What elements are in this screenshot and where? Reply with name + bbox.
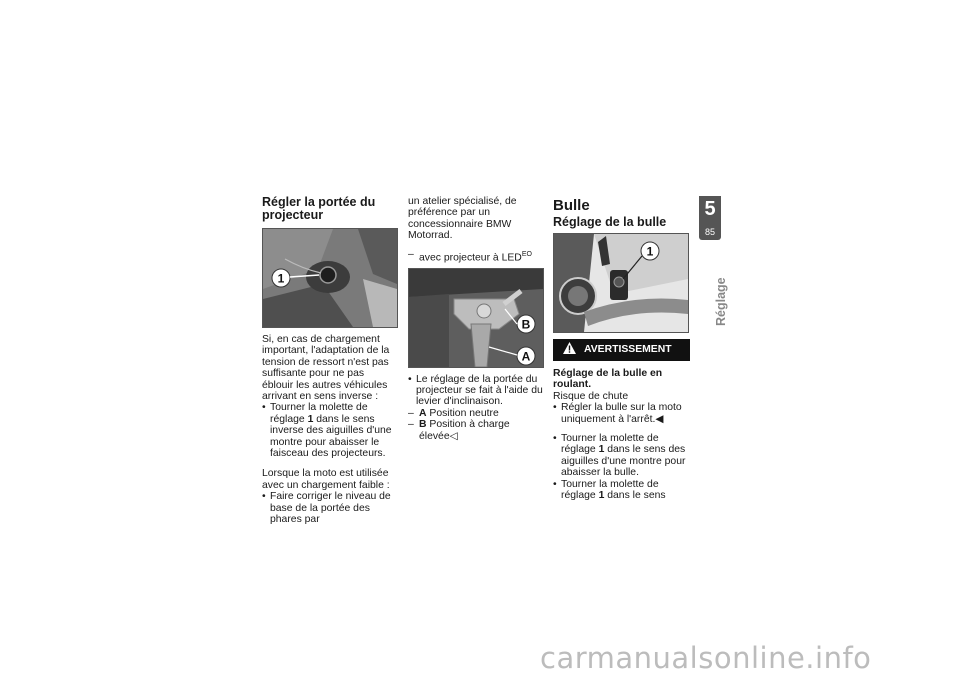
photo-callout-1: 1	[646, 244, 654, 259]
tilt-lever-illustration	[409, 269, 543, 367]
bullet-tilt-lever: • Le réglage de la portée du projecteur se fait à l'aide du levier d'inclinaison.	[408, 374, 544, 408]
headlight-range-heading: Régler la portée du projecteur	[262, 195, 376, 222]
warning-triangle-icon	[563, 342, 576, 357]
warning-risk: Risque de chute	[553, 390, 629, 402]
position-b-item: – B Position à charge élevée◁	[408, 419, 544, 442]
intro-paragraph: Si, en cas de chargement important, l'adaptation de la tension de ressort n'est pas suffisante pour ne pas éblouir les autres véhicules arrivant en sens inverse :	[262, 334, 390, 403]
bullet-base-level: • Faire corriger le niveau de base de la portée des phares par	[262, 491, 398, 525]
end-mark-icon: ◀	[655, 413, 664, 425]
watermark: carmanualsonline.info	[540, 641, 872, 675]
photo-callout-1: 1	[277, 271, 285, 286]
warning-label: AVERTISSEMENT	[584, 344, 672, 356]
chapter-number: 5	[704, 198, 716, 220]
windscreen-photo	[553, 233, 689, 333]
end-mark-icon: ◁	[449, 430, 458, 442]
low-load-paragraph: Lorsque la moto est utilisée avec un chargement faible :	[262, 468, 390, 491]
warning-bullet: • Régler la bulle sur la moto uniquement à l'arrêt.◀	[553, 402, 690, 425]
warning-heading: Réglage de la bulle en roulant.	[553, 368, 663, 391]
section-title: Bulle	[553, 197, 590, 214]
column-3	[553, 196, 690, 501]
column-2	[408, 196, 544, 442]
bullet-turn-knob: • Tourner la molette de réglage 1 dans le sens inverse des aiguilles d'une montre pour abaisser le faisceau des projecteurs.	[262, 402, 398, 459]
section-name-vertical: Réglage	[714, 277, 728, 326]
headlight-adjuster-photo	[262, 228, 398, 328]
photo-callout-a: A	[521, 349, 531, 363]
led-variant-line: – avec projecteur à $LED^{EO}$	[408, 249, 544, 264]
windscreen-adjust-heading: Réglage de la bulle	[553, 215, 667, 229]
headlight-adjuster-illustration	[263, 229, 397, 327]
bullet-raise-windscreen: • Tourner la molette de réglage 1 dans le sens	[553, 479, 690, 502]
column-1	[262, 196, 398, 526]
continuation-text: un atelier spécialisé, de préférence par un concessionnaire BMW Motorrad.	[408, 196, 517, 242]
tilt-lever-photo	[408, 268, 544, 368]
position-a-item: – A Position neutre	[408, 408, 544, 419]
photo-callout-b: B	[521, 317, 531, 331]
windscreen-illustration	[554, 234, 688, 332]
page-number: 85	[704, 227, 715, 237]
warning-banner	[553, 339, 690, 361]
bullet-lower-windscreen: • Tourner la molette de réglage 1 dans le sens des aiguilles d'une montre pour abaisser la bulle.	[553, 433, 690, 479]
